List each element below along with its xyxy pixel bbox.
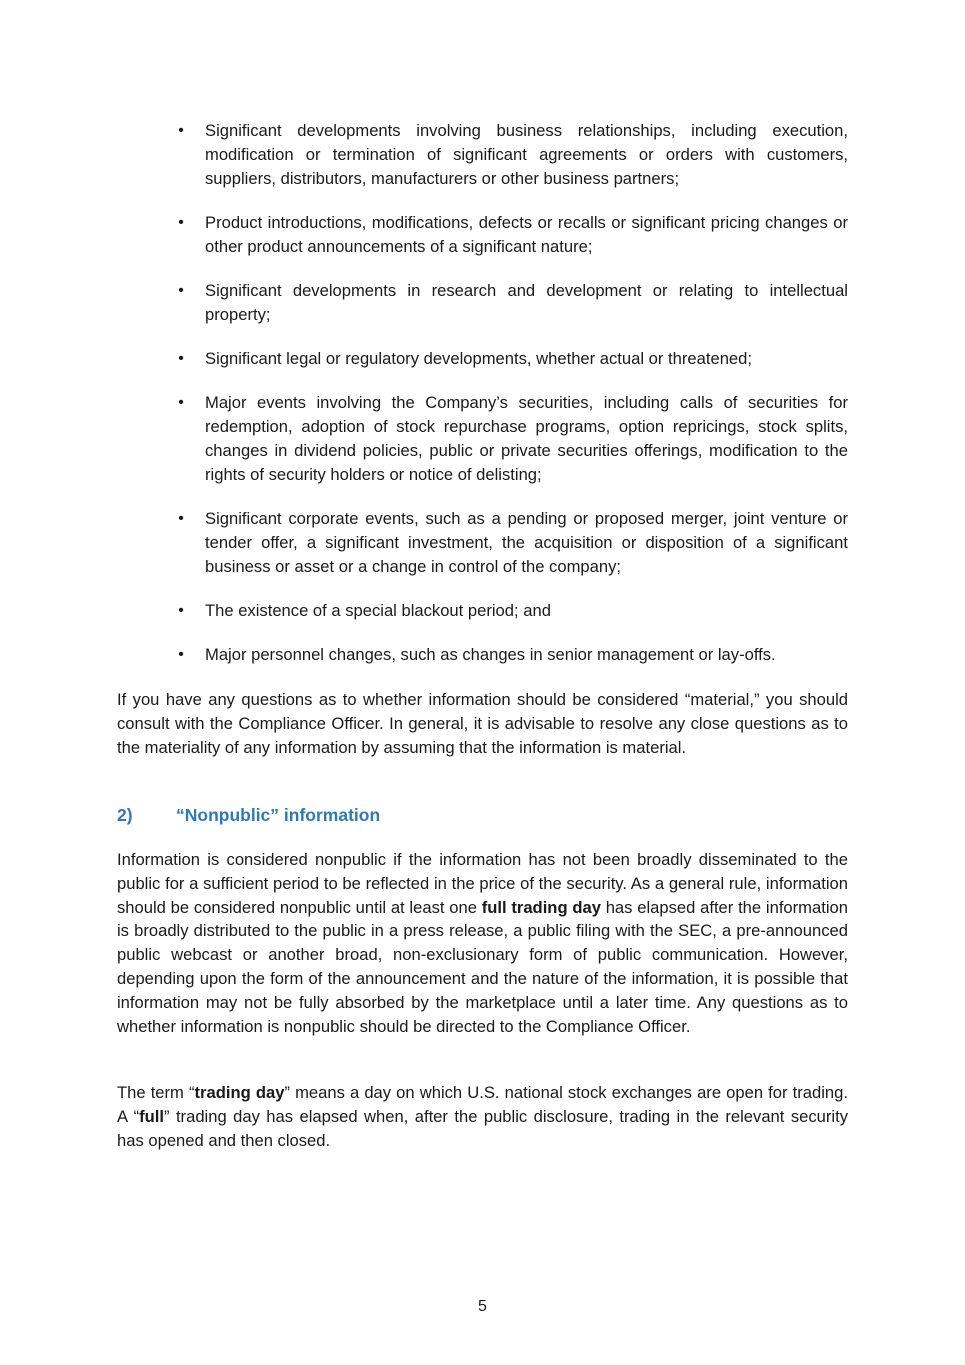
- section-number: 2): [117, 805, 133, 825]
- definition-text-2: ” means a day on which U.S. national stock exchanges are open for trading. A “: [117, 1083, 848, 1126]
- list-item: [178, 391, 848, 486]
- list-item-text: Significant corporate events, such as a pending or proposed merger, joint venture or tender offer, a significant investment, the acquisition or disposition of a significant business or asset or a change in control of the company;: [205, 509, 848, 576]
- list-item: [178, 211, 848, 259]
- section-title: “Nonpublic” information: [176, 805, 381, 825]
- bullet-icon: •: [178, 646, 184, 664]
- bullet-icon: •: [178, 394, 184, 412]
- list-item-text: Significant legal or regulatory developments, whether actual or threatened;: [205, 349, 752, 369]
- list-item: [178, 507, 848, 578]
- page-number: 5: [478, 1298, 487, 1315]
- nonpublic-paragraph: [117, 848, 848, 1038]
- list-item-text: Significant developments involving business relationships, including execution, modification or termination of significant agreements or orders with customers, suppliers, distributors, manufacturers or other business partners;: [205, 121, 848, 188]
- nonpublic-text-start: Information is considered nonpublic if the information has not been broadly disseminated to the public for a sufficient period to be reflected in the price of the security. As a general rule, information should be considered nonpublic until at least one: [117, 850, 848, 917]
- material-information-examples-list: [178, 119, 848, 688]
- definition-text-3: ” trading day has elapsed when, after the public disclosure, trading in the relevant security has opened and then closed.: [117, 1106, 848, 1150]
- nonpublic-text-end: has elapsed after the information is broadly distributed to the public in a press release, a public filing with the SEC, a pre-announced public webcast or another broad, non-exclusionary form of public communication. However, depending upon the form of the announcement and the nature of the information, it is possible that information may not be fully absorbed by the marketplace until a later time. Any questions as to whether information is nonpublic should be directed to the Compliance Officer.: [117, 897, 848, 1036]
- list-item: [178, 279, 848, 327]
- list-item-text: Major events involving the Company’s securities, including calls of securities for redemption, adoption of stock repurchase programs, option repricings, stock splits, changes in dividend policies, public or private securities offerings, modification to the rights of security holders or notice of delisting;: [205, 393, 848, 484]
- trading-day-term: trading day: [194, 1083, 285, 1102]
- list-item: [178, 643, 848, 667]
- bullet-icon: •: [178, 601, 184, 619]
- bullet-icon: •: [178, 281, 184, 299]
- list-item: [178, 347, 848, 371]
- section-heading: [117, 803, 848, 827]
- list-item: [178, 119, 848, 190]
- list-item-text: Major personnel changes, such as changes in senior management or lay-offs.: [205, 645, 776, 665]
- list-item: [178, 599, 848, 623]
- bullet-icon: •: [178, 350, 184, 368]
- bullet-icon: •: [178, 122, 184, 139]
- bullet-icon: •: [178, 213, 184, 231]
- materiality-paragraph: If you have any questions as to whether information should be considered “material,” you should consult with the Compliance Officer. In general, it is advisable to resolve any close questions as to the materiality of any information by assuming that the information is material.: [117, 690, 848, 757]
- definition-text-1: The term “: [117, 1083, 195, 1102]
- list-item-text: The existence of a special blackout period; and: [205, 600, 551, 620]
- trading-day-definition-paragraph: [117, 1081, 848, 1152]
- full-trading-day-term: full trading day: [481, 897, 601, 917]
- list-item-text: Significant developments in research and development or relating to intellectual property;: [205, 280, 848, 324]
- list-item-text: Product introductions, modifications, defects or recalls or significant pricing changes or other product announcements of a significant nature;: [205, 212, 848, 256]
- full-term: full: [139, 1106, 164, 1126]
- bullet-icon: •: [178, 510, 184, 528]
